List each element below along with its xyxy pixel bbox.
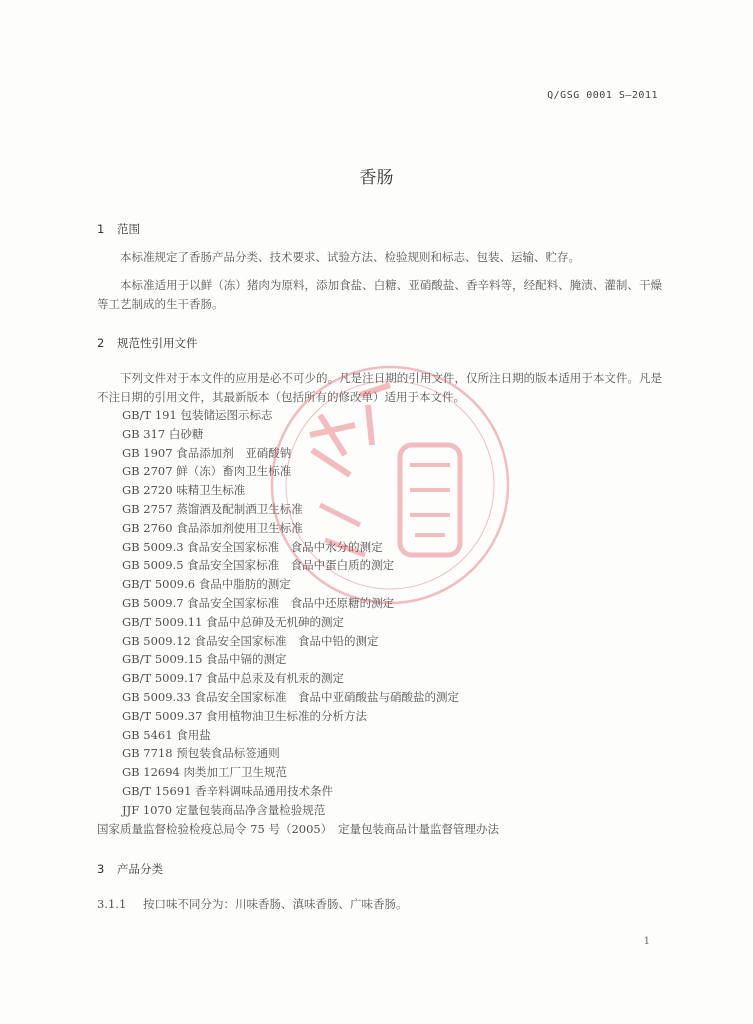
reference-item: JJF 1070 定量包装商品净含量检验规范 [122, 802, 326, 817]
reference-item-regulation: 国家质量监督检验检疫总局令 75 号（2005） 定量包装商品计量监督管理办法 [97, 821, 499, 836]
reference-item: GB 317 白砂糖 [122, 426, 204, 441]
reference-item: GB 2720 味精卫生标准 [122, 483, 246, 498]
section-2-heading [97, 335, 198, 351]
reference-item: GB 2760 食品添加剂使用卫生标准 [122, 520, 303, 535]
section-3-number: 3 [97, 862, 105, 876]
section-1-number: 1 [97, 222, 105, 236]
reference-item: GB 5009.7 食品安全国家标准 食品中还原糖的测定 [122, 595, 395, 610]
reference-item: GB 2707 鲜（冻）畜肉卫生标准 [122, 464, 292, 479]
reference-item: GB/T 5009.15 食品中镉的测定 [122, 652, 287, 667]
reference-item: GB 5009.5 食品安全国家标准 食品中蛋白质的测定 [122, 558, 395, 573]
clause-text: 按口味不同分为：川味香肠、滇味香肠、广味香肠。 [143, 897, 408, 911]
section-3-title: 产品分类 [117, 862, 163, 876]
scope-paragraph-2: 本标准适用于以鲜（冻）猪肉为原料，添加食盐、白糖、亚硝酸盐、香辛料等，经配料、腌渍、灌制、干燥等工艺制成的生干香肠。 [97, 278, 662, 311]
reference-item: GB 5009.33 食品安全国家标准 食品中亚硝酸盐与硝酸盐的测定 [122, 689, 460, 704]
clause-number: 3.1.1 [97, 897, 127, 911]
standard-code: Q/GSG 0001 S—2011 [547, 90, 658, 101]
document-title: 香肠 [359, 168, 394, 188]
reference-item: GB 1907 食品添加剂 亚硝酸钠 [122, 445, 292, 460]
section-1-title: 范围 [117, 222, 140, 236]
refs-intro-paragraph: 下列文件对于本文件的应用是必不可少的。凡是注日期的引用文件，仅所注日期的版本适用于本文件。凡是不注日期的引用文件，其最新版本（包括所有的修改单）适用于本文件。 [97, 371, 662, 404]
reference-item: GB 7718 预包装食品标签通则 [122, 746, 280, 761]
section-3-heading [97, 861, 163, 877]
section-2-title: 规范性引用文件 [117, 336, 198, 350]
reference-item: GB 5461 食用盐 [122, 727, 211, 742]
reference-item: GB/T 15691 香辛料调味品通用技术条件 [122, 783, 334, 798]
page-number: 1 [643, 936, 650, 947]
reference-list [97, 406, 677, 838]
reference-item: GB 12694 肉类加工厂卫生规范 [122, 765, 288, 780]
reference-item: GB 2757 蒸馏酒及配制酒卫生标准 [122, 501, 303, 516]
reference-item: GB 5009.3 食品安全国家标准 食品中水分的测定 [122, 539, 383, 554]
section-2-number: 2 [97, 336, 105, 350]
reference-item: GB/T 5009.17 食品中总汞及有机汞的测定 [122, 671, 345, 686]
reference-item: GB/T 5009.37 食用植物油卫生标准的分析方法 [122, 708, 368, 723]
section-1-heading [97, 221, 140, 237]
reference-item: GB/T 191 包装储运图示标志 [122, 408, 273, 422]
reference-item: GB/T 5009.6 食品中脂肪的测定 [122, 577, 291, 592]
clause-3-1-1 [97, 896, 408, 912]
scope-paragraph-1: 本标准规定了香肠产品分类、技术要求、试验方法、检验规则和标志、包装、运输、贮存。 [120, 250, 580, 264]
reference-item: GB/T 5009.11 食品中总砷及无机砷的测定 [122, 614, 345, 629]
reference-item: GB 5009.12 食品安全国家标准 食品中铅的测定 [122, 633, 379, 648]
